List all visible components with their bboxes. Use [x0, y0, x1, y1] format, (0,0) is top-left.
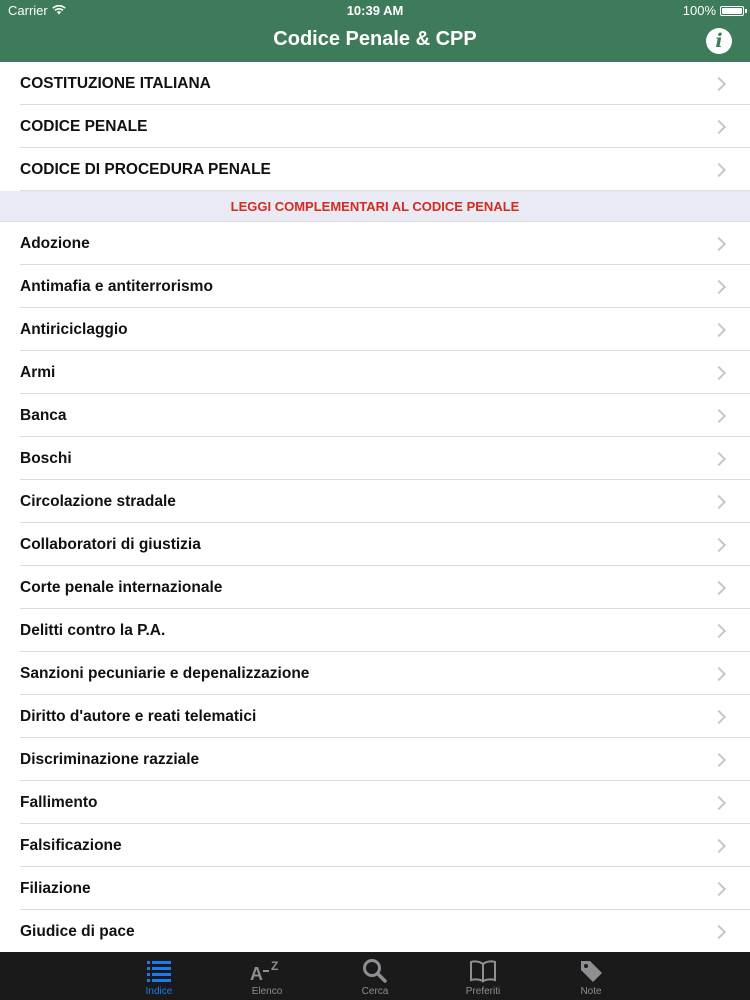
chevron-right-icon [712, 838, 726, 852]
list-item-label: Sanzioni pecuniarie e depenalizzazione [20, 664, 310, 682]
tab-label: Note [580, 986, 602, 997]
tab-bar [0, 952, 750, 1000]
svg-text:A: A [250, 964, 263, 983]
book-icon [469, 957, 497, 985]
list-item[interactable] [0, 652, 750, 695]
chevron-right-icon [712, 795, 726, 809]
tab-label: Cerca [361, 986, 389, 997]
tag-icon [578, 957, 604, 985]
chevron-right-icon [712, 623, 726, 637]
info-button[interactable]: i [706, 28, 732, 54]
list-item-label: Antimafia e antiterrorismo [20, 277, 213, 295]
chevron-right-icon [712, 537, 726, 551]
list-item[interactable] [0, 566, 750, 609]
chevron-right-icon [712, 119, 726, 133]
list-item-label: CODICE DI PROCEDURA PENALE [20, 160, 271, 178]
list-item[interactable] [0, 351, 750, 394]
battery-icon [720, 6, 744, 16]
list-item-label: Giudice di pace [20, 922, 135, 940]
list-item-label: Circolazione stradale [20, 492, 176, 510]
chevron-right-icon [712, 322, 726, 336]
list-item-label: Discriminazione razziale [20, 750, 200, 768]
svg-text:Z: Z [271, 959, 279, 973]
status-time: 10:39 AM [346, 3, 404, 18]
list-item[interactable] [0, 265, 750, 308]
chevron-right-icon [712, 752, 726, 766]
carrier-label: Carrier [8, 3, 48, 18]
list-item-codice-penale[interactable] [0, 105, 750, 148]
list-item-costituzione[interactable] [0, 62, 750, 105]
chevron-right-icon [712, 666, 726, 680]
list-icon [146, 957, 172, 985]
tab-elenco[interactable] [213, 952, 321, 1000]
list-item-label: Filiazione [20, 879, 91, 897]
chevron-right-icon [712, 408, 726, 422]
chevron-right-icon [712, 76, 726, 90]
chevron-right-icon [712, 494, 726, 508]
chevron-right-icon [712, 451, 726, 465]
list-item[interactable] [0, 523, 750, 566]
list-item[interactable] [0, 695, 750, 738]
tab-label: Indice [145, 986, 173, 997]
list-item-label: COSTITUZIONE ITALIANA [20, 74, 211, 92]
list-item-label: Banca [20, 406, 67, 424]
list-item-label: Armi [20, 363, 56, 381]
list-item-label: Fallimento [20, 793, 98, 811]
list-item[interactable] [0, 437, 750, 480]
chevron-right-icon [712, 881, 726, 895]
tab-note[interactable] [537, 952, 645, 1000]
list-item-label: Diritto d'autore e reati telematici [20, 707, 257, 725]
list-item-label: Delitti contro la P.A. [20, 621, 166, 639]
list-item-label: Adozione [20, 234, 90, 252]
list-item-label: Antiriciclaggio [20, 320, 128, 338]
chevron-right-icon [712, 162, 726, 176]
status-bar [0, 0, 750, 20]
chevron-right-icon [712, 580, 726, 594]
list-item[interactable] [0, 480, 750, 523]
list-item[interactable] [0, 824, 750, 867]
list-item[interactable] [0, 222, 750, 265]
list-item[interactable] [0, 308, 750, 351]
list-item[interactable] [0, 867, 750, 910]
chevron-right-icon [712, 365, 726, 379]
tab-cerca[interactable] [321, 952, 429, 1000]
list-item-label: Collaboratori di giustizia [20, 535, 201, 553]
section-header: LEGGI COMPLEMENTARI AL CODICE PENALE [0, 191, 750, 222]
list-item[interactable] [0, 738, 750, 781]
tab-label: Preferiti [465, 986, 501, 997]
chevron-right-icon [712, 709, 726, 723]
list-item[interactable] [0, 781, 750, 824]
chevron-right-icon [712, 924, 726, 938]
search-icon [362, 957, 388, 985]
index-list [0, 62, 750, 952]
list-item[interactable] [0, 394, 750, 437]
tab-indice[interactable] [105, 952, 213, 1000]
battery-percentage: 100% [682, 3, 716, 18]
tab-preferiti[interactable] [429, 952, 537, 1000]
list-item-label: Falsificazione [20, 836, 122, 854]
tab-label: Elenco [251, 986, 283, 997]
list-item-codice-procedura-penale[interactable] [0, 148, 750, 191]
list-item[interactable] [0, 609, 750, 652]
list-item-label: Corte penale internazionale [20, 578, 223, 596]
chevron-right-icon [712, 279, 726, 293]
navigation-header [0, 0, 750, 62]
list-item-label: CODICE PENALE [20, 117, 148, 135]
az-icon [250, 957, 284, 985]
list-item[interactable] [0, 910, 750, 952]
status-battery [683, 3, 744, 18]
list-item-label: Boschi [20, 449, 72, 467]
page-title: Codice Penale & CPP [273, 28, 477, 50]
chevron-right-icon [712, 236, 726, 250]
